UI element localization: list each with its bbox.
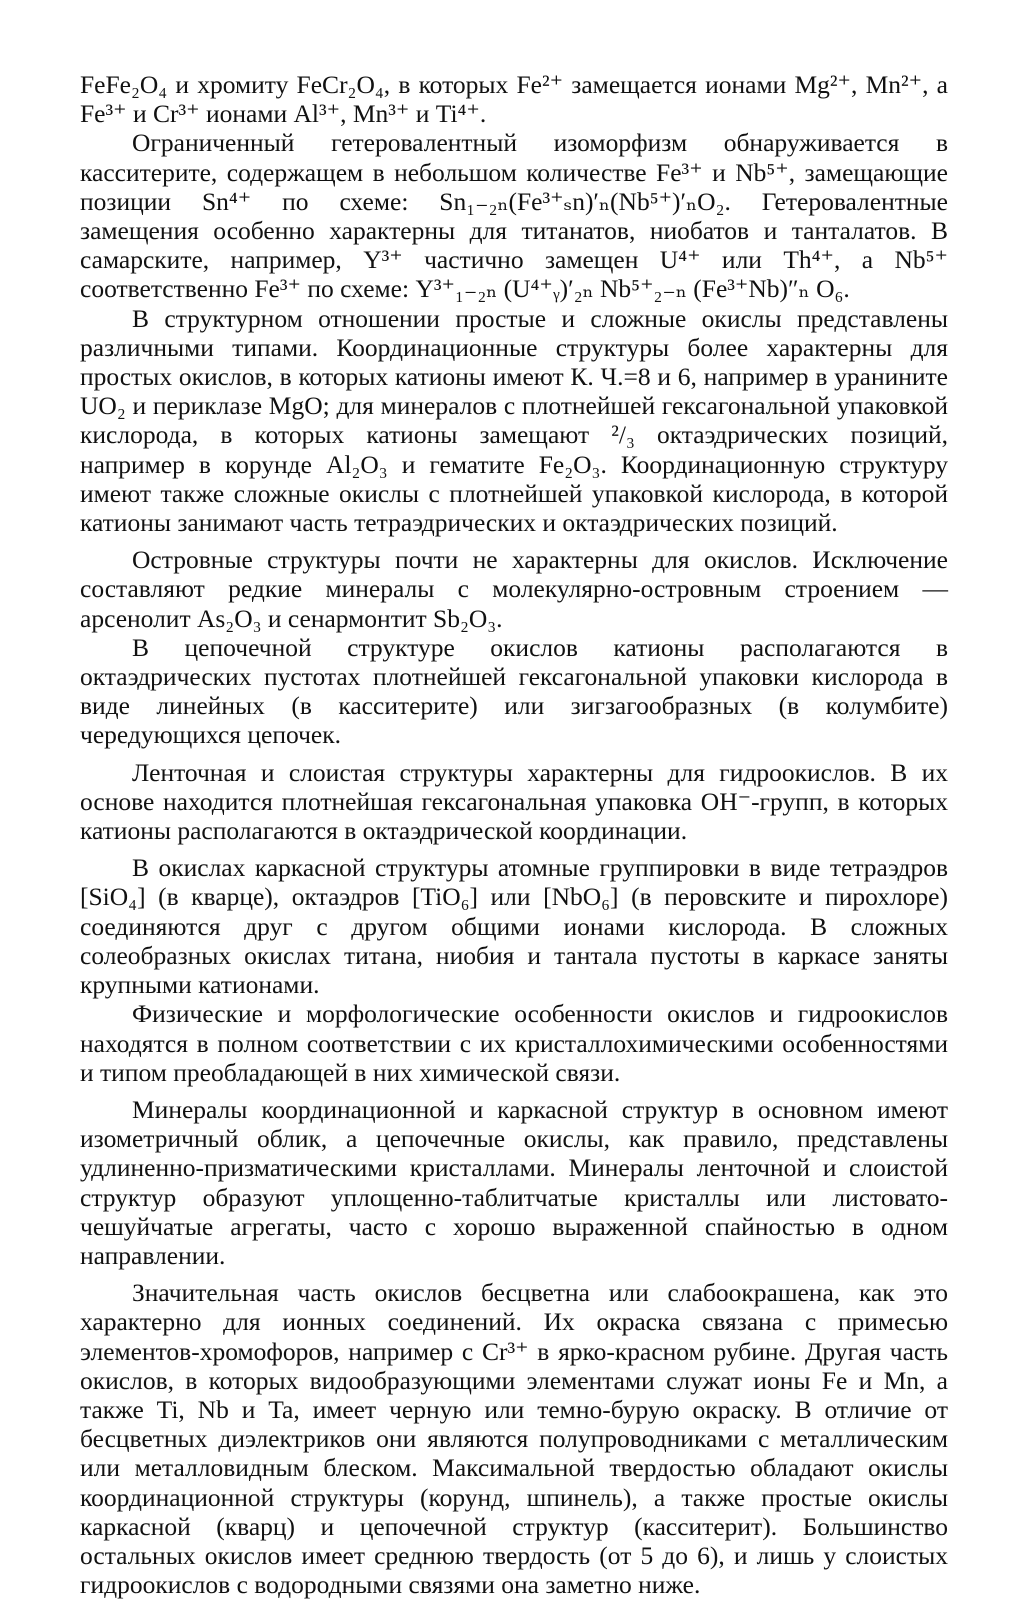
paragraph-heterovalent-isomorphism: Ограниченный гетеровалентный изоморфизм обнаруживается в касситерите, содержащем в небольшом количестве Fe³⁺ и Nb⁵⁺, замещающие позиции Sn⁴⁺ по схеме: Sn₁₋₂ₙ(Fe³⁺ₛn)′ₙ(Nb⁵⁺)′ₙO₂. Гетеровалентные замещения особенно характерны для титанатов, ниобатов и танталатов. В самарските, например, Y³⁺ частично замещен U⁴⁺ или Th⁴⁺, а Nb⁵⁺ соответственно Fe³⁺ по схеме: Y³⁺₁₋₂ₙ (U⁴⁺ᵧ)′₂ₙ Nb⁵⁺₂₋ₙ (Fe³⁺Nb)″ₙ O₆. xyxy=(80,128,948,304)
paragraph-chain-structures: В цепочечной структуре окислов катионы располагаются в октаэдрических пустотах плотнейшей гексагональной упаковки кислорода в виде линейных (в касситерите) или зигзагообразных (в колумбите) чередующихся цепочек. xyxy=(80,632,948,750)
paragraph-isomorphism-continuation: FeFe₂O₄ и хромиту FeCr₂O₄, в которых Fe²⁺ замещается ионами Mg²⁺, Mn²⁺, а Fe³⁺ и Cr³⁺ ионами Al³⁺, Mn³⁺ и Ti⁴⁺. xyxy=(80,70,948,129)
paragraph-ribbon-layered-structures: Ленточная и слоистая структуры характерны для гидроокислов. В их основе находится плотнейшая гексагональная упаковка OH⁻-групп, в которых катионы располагаются в октаэдрической координации. xyxy=(80,757,948,846)
paragraph-color-hardness: Значительная часть окислов бесцветна или слабоокрашена, как это характерно для ионных соединений. Их окраска связана с примесью элементов-хромофоров, например с Cr³⁺ в ярко-красном рубине. Другая часть окислов, в которых видообразующими элементами служат ионы Fe и Mn, а также Ti, Nb и Ta, имеет черную или темно-бурую окраску. В отличие от бесцветных диэлектриков они являются полупроводниками с металлическим или металловидным блеском. Максимальной твердостью обладают окислы координационной структуры (корунд, шпинель), а также простые окислы каркасной (кварц) и цепочечной структур (касситерит). Большинство остальных окислов имеет среднюю твердость (от 5 до 6), и лишь у слоистых гидроокислов с водородными связями она заметно ниже. xyxy=(80,1278,948,1600)
paragraph-physical-features: Физические и морфологические особенности окислов и гидроокислов находятся в полном соответствии с их кристаллохимическими особенностями и типом преобладающей в них химической связи. xyxy=(80,999,948,1087)
paragraph-coordination-structures: В структурном отношении простые и сложные окислы представлены различными типами. Координационные структуры более характерны для простых окислов, в которых катионы имеют К. Ч.=8 и 6, например в уранините UO₂ и периклазе MgO; для минералов с плотнейшей гексагональной упаковкой кислорода, в которых катионы замещают ²/₃ октаэдрических позиций, например в корунде Al₂O₃ и гематите Fe₂O₃. Координационную структуру имеют также сложные окислы с плотнейшей упаковкой кислорода, в которой катионы занимают часть тетраэдрических и октаэдрических позиций. xyxy=(80,303,948,538)
paragraph-framework-structures: В окислах каркасной структуры атомные группировки в виде тетраэдров [SiO₄] (в кварце), октаэдров [TiO₆] или [NbO₆] (в перовските и пирохлоре) соединяются друг с другом общими ионами кислорода. В сложных солеобразных окислах титана, ниобия и тантала пустоты в каркасе заняты крупными катионами. xyxy=(80,853,948,1000)
paragraph-morphology: Минералы координационной и каркасной структур в основном имеют изометричный облик, а цепочечные окислы, как правило, представлены удлиненно-призматическими кристаллами. Минералы ленточной и слоистой структур образуют уплощенно-таблитчатые кристаллы или листовато-чешуйчатые агрегаты, часто с хорошо выраженной спайностью в одном направлении. xyxy=(80,1094,948,1270)
paragraph-island-structures: Островные структуры почти не характерны для окислов. Исключение составляют редкие минералы с молекулярно-островным строением — арсенолит As₂O₃ и сенармонтит Sb₂O₃. xyxy=(80,545,948,633)
